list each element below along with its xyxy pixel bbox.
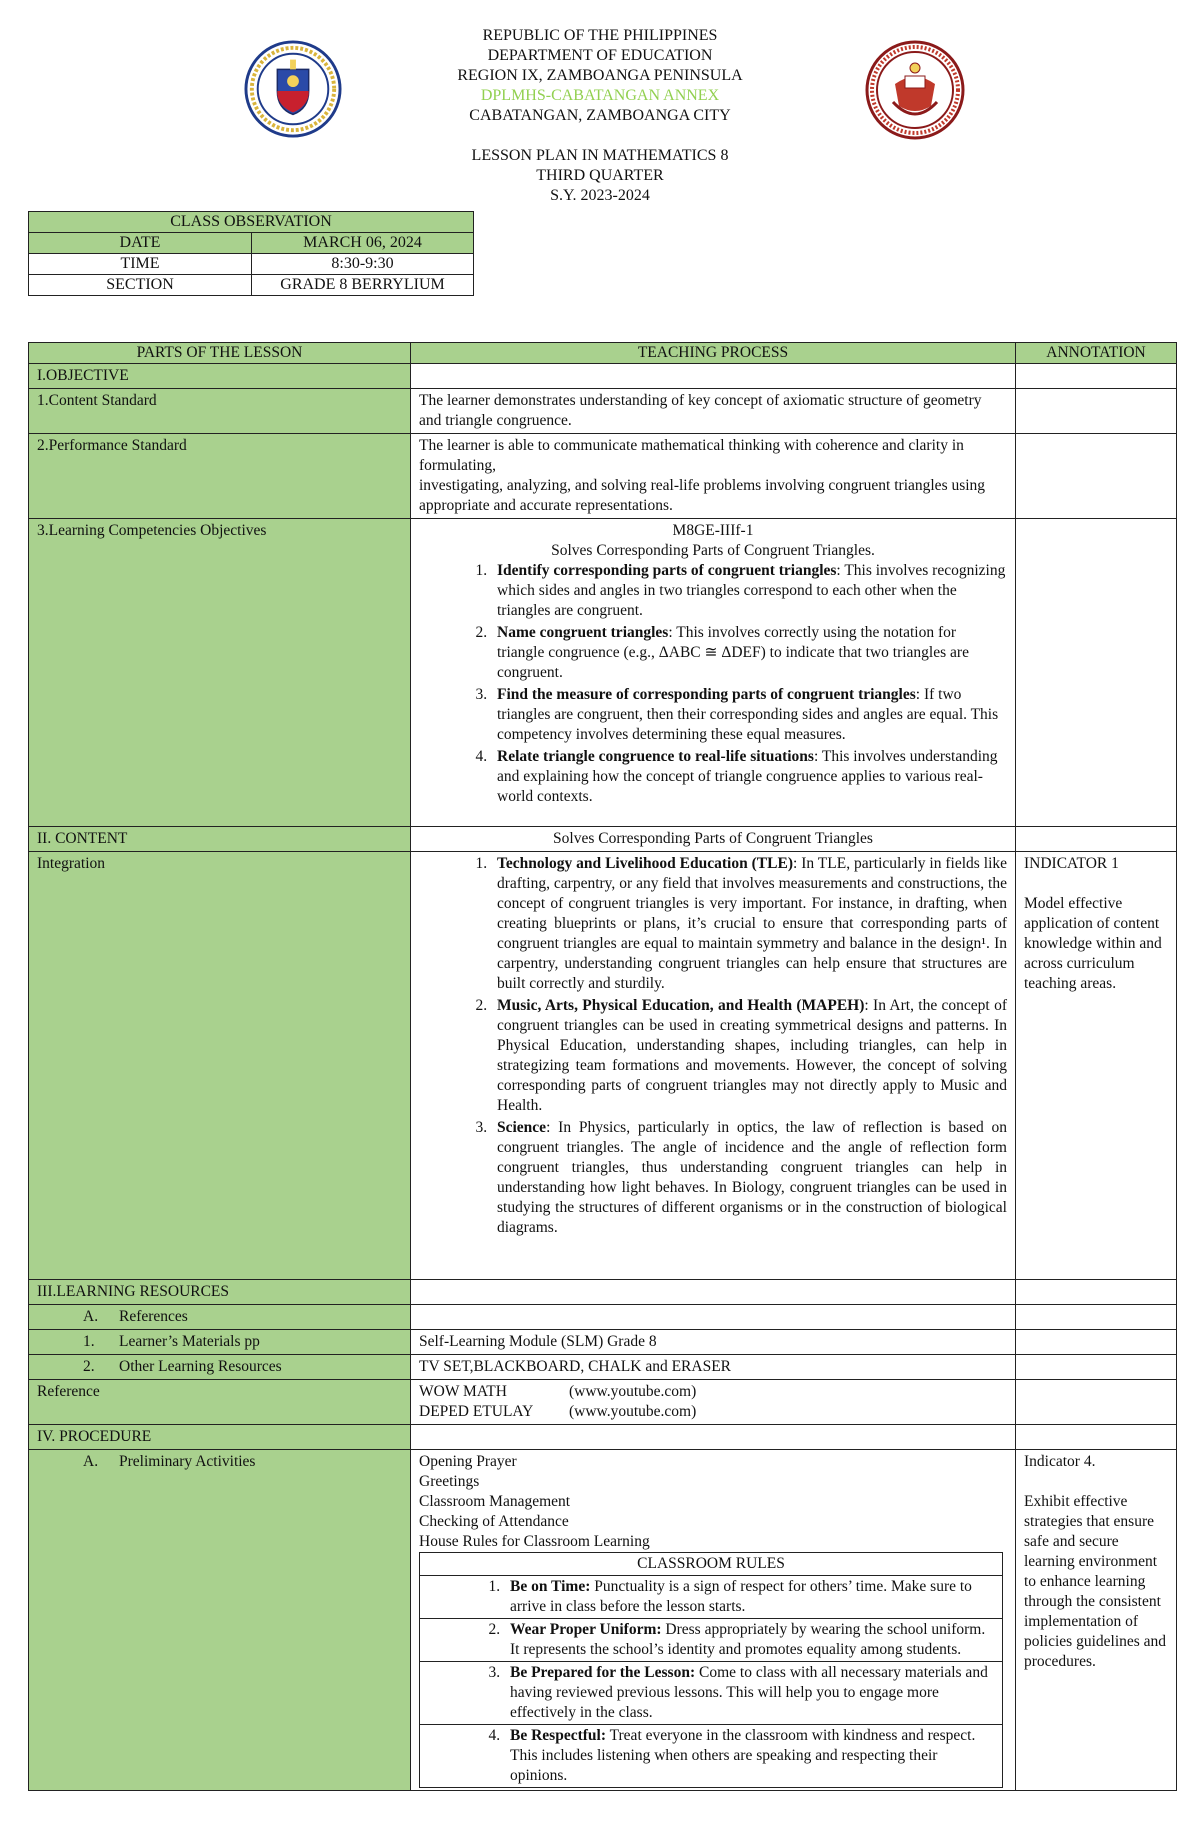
- competencies-cell: [411, 519, 1016, 827]
- observation-value: GRADE 8 BERRYLIUM: [252, 275, 474, 296]
- indicator-title: INDICATOR 1: [1024, 855, 1119, 872]
- list-item: 1. Technology and Livelihood Education (TLE): In TLE, particularly in fields like drafting, carpentry, or any field that involves measurements and constructions, the concept of congruent triangles is very important. For instance, in drafting, when creating blueprints or plans, it’s crucial to ensure that corresponding parts of congruent triangles are equal to maintain symmetry and balance in the design¹. In carpentry, understanding congruent triangles can help ensure that structures are built correctly and sturdily.: [491, 854, 1007, 994]
- learners-materials-cell: [29, 1330, 411, 1355]
- quarter: THIRD QUARTER: [536, 167, 664, 184]
- preliminary-label-cell: [29, 1450, 411, 1791]
- preliminary-label: Preliminary Activities: [119, 1453, 256, 1470]
- integration-label: Integration: [29, 852, 411, 1280]
- column-header-process: TEACHING PROCESS: [411, 343, 1016, 364]
- objective-label: I.OBJECTIVE: [29, 364, 411, 389]
- content-standard-text: The learner demonstrates understanding of key concept of axiomatic structure of geometry and triangle congruence.: [411, 389, 1016, 434]
- rule-item: 3. Be Prepared for the Lesson: Come to class with all necessary materials and having reviewed previous lessons. This will help you to engage more effectively in the class.: [504, 1663, 998, 1723]
- list-marker: A.: [83, 1453, 99, 1470]
- lesson-plan-title: LESSON PLAN IN MATHEMATICS 8: [471, 147, 729, 164]
- header-line: REGION IX, ZAMBOANGA PENINSULA: [457, 67, 743, 84]
- document-header: [0, 26, 1200, 206]
- integration-list: [419, 854, 1007, 1238]
- content-text: Solves Corresponding Parts of Congruent Triangles: [411, 827, 1016, 852]
- content-label: II. CONTENT: [29, 827, 411, 852]
- classroom-rules-table: [419, 1552, 1003, 1788]
- column-header-annotation: ANNOTATION: [1016, 343, 1177, 364]
- procedure-step: House Rules for Classroom Learning: [419, 1533, 650, 1550]
- other-resources-label: Other Learning Resources: [119, 1358, 282, 1375]
- performance-standard-label: 2.Performance Standard: [29, 434, 411, 519]
- list-marker: A.: [83, 1308, 99, 1325]
- indicator-text: Model effective application of content knowledge within and across curriculum teaching areas.: [1024, 895, 1162, 992]
- competency-code: M8GE-IIIf-1: [672, 522, 754, 539]
- lesson-plan-table: [28, 342, 1177, 1791]
- list-item: 4. Relate triangle congruence to real-life situations: This involves understanding and explaining how the concept of triangle congruence applies to various real-world contexts.: [491, 747, 1007, 807]
- integration-cell: [411, 852, 1016, 1280]
- competency-list: [419, 561, 1007, 807]
- reference-url: (www.youtube.com): [569, 1383, 697, 1400]
- reference-cell: [411, 1380, 1016, 1425]
- content-standard-label: 1.Content Standard: [29, 389, 411, 434]
- column-header-parts: PARTS OF THE LESSON: [29, 343, 411, 364]
- observation-title: CLASS OBSERVATION: [29, 212, 474, 233]
- learners-materials-value: Self-Learning Module (SLM) Grade 8: [411, 1330, 1016, 1355]
- preliminary-cell: [411, 1450, 1016, 1791]
- list-marker: 1.: [83, 1333, 95, 1350]
- procedure-step: Opening Prayer: [419, 1453, 517, 1470]
- reference-label: Reference: [29, 1380, 411, 1425]
- header-line: REPUBLIC OF THE PHILIPPINES: [482, 27, 718, 44]
- list-item: 2. Name congruent triangles: This involves correctly using the notation for triangle congruence (e.g., ΔABC ≅ ΔDEF) to indicate that two triangles are congruent.: [491, 623, 1007, 683]
- resources-label: III.LEARNING RESOURCES: [29, 1280, 411, 1305]
- performance-standard-text: investigating, analyzing, and solving real-life problems involving congruent triangles using appropriate and accurate representations.: [419, 477, 986, 514]
- references-label-cell: [29, 1305, 411, 1330]
- school-year: S.Y. 2023-2024: [550, 187, 650, 204]
- other-resources-value: TV SET,BLACKBOARD, CHALK and ERASER: [411, 1355, 1016, 1380]
- observation-value: MARCH 06, 2024: [252, 233, 474, 254]
- competency-title: Solves Corresponding Parts of Congruent Triangles.: [551, 542, 875, 559]
- school-name: DPLMHS-CABATANGAN ANNEX: [480, 87, 720, 104]
- procedure-step: Classroom Management: [419, 1493, 571, 1510]
- classroom-rules-title: CLASSROOM RULES: [420, 1553, 1003, 1576]
- observation-label: SECTION: [29, 275, 252, 296]
- procedure-step: Checking of Attendance: [419, 1513, 569, 1530]
- rule-item: 1. Be on Time: Punctuality is a sign of respect for others’ time. Make sure to arrive in class before the lesson starts.: [504, 1577, 998, 1617]
- reference-name: WOW MATH: [419, 1383, 507, 1400]
- header-line: DEPARTMENT OF EDUCATION: [487, 47, 713, 64]
- procedure-step: Greetings: [419, 1473, 480, 1490]
- observation-label: DATE: [29, 233, 252, 254]
- list-marker: 2.: [83, 1358, 95, 1375]
- observation-value: 8:30-9:30: [252, 254, 474, 275]
- indicator-text: Exhibit effective strategies that ensure safe and secure learning environment to enhance learning through the consistent implementation of policies guidelines and procedures.: [1024, 1493, 1167, 1670]
- reference-name: DEPED ETULAY: [419, 1403, 534, 1420]
- references-label: References: [119, 1308, 188, 1325]
- indicator-title: Indicator 4.: [1024, 1453, 1096, 1470]
- procedure-label: IV. PROCEDURE: [29, 1425, 411, 1450]
- performance-standard-cell: [411, 434, 1016, 519]
- school-city: CABATANGAN, ZAMBOANGA CITY: [469, 107, 731, 124]
- list-item: 1. Identify corresponding parts of congruent triangles: This involves recognizing which sides and angles in two triangles correspond to each other when the triangles are congruent.: [491, 561, 1007, 621]
- integration-annotation: [1016, 852, 1177, 1280]
- performance-standard-text: The learner is able to communicate mathematical thinking with coherence and clarity in formulating,: [419, 437, 964, 474]
- competencies-label: 3.Learning Competencies Objectives: [29, 519, 411, 827]
- learners-materials-label: Learner’s Materials pp: [119, 1333, 260, 1350]
- observation-label: TIME: [29, 254, 252, 275]
- rule-item: 4. Be Respectful: Treat everyone in the classroom with kindness and respect. This includes listening when others are speaking and respecting their opinions.: [504, 1726, 998, 1786]
- reference-url: (www.youtube.com): [569, 1403, 697, 1420]
- rule-item: 2. Wear Proper Uniform: Dress appropriately by wearing the school uniform. It represents the school’s identity and promotes equality among students.: [504, 1620, 998, 1660]
- list-item: 3. Find the measure of corresponding parts of congruent triangles: If two triangles are congruent, then their corresponding sides and angles are equal. This competency involves determining these equal measures.: [491, 685, 1007, 745]
- list-item: 3. Science: In Physics, particularly in optics, the law of reflection is based on congruent triangles. The angle of incidence and the angle of reflection form congruent triangles, thus understanding congruent triangles can help in understanding how light behaves. In Biology, congruent triangles can be used in studying the structures of different organisms or in the construction of biological diagrams.: [491, 1118, 1007, 1238]
- other-resources-cell: [29, 1355, 411, 1380]
- preliminary-annotation: [1016, 1450, 1177, 1791]
- list-item: 2. Music, Arts, Physical Education, and Health (MAPEH): In Art, the concept of congruent triangles can be used in creating symmetrical designs and patterns. In Physical Education, understanding shapes, including triangles, can help in strategizing team formations and movements. However, the concept of solving corresponding parts of congruent triangles may not directly apply to Music and Health.: [491, 996, 1007, 1116]
- class-observation-table: [28, 211, 474, 296]
